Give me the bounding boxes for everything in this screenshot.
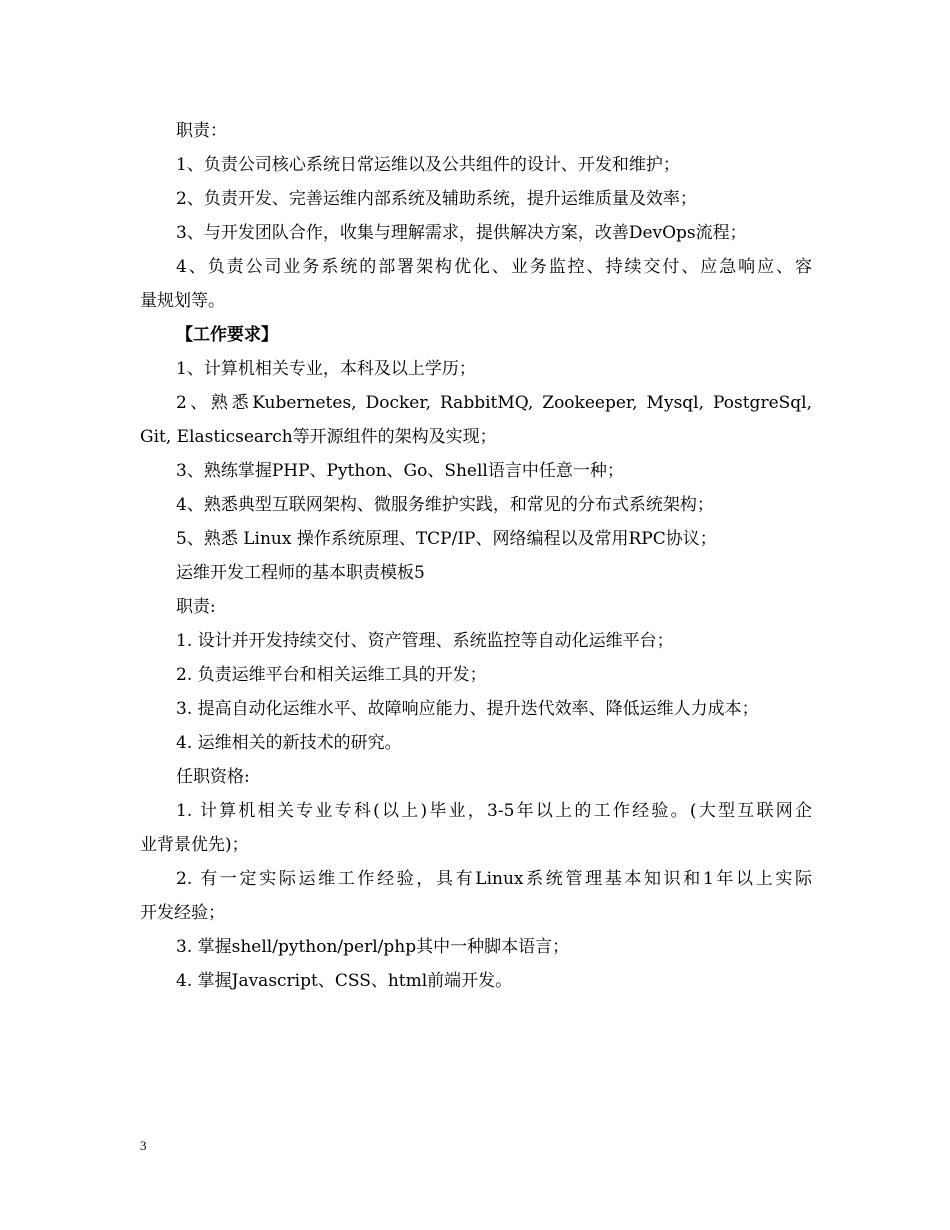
page-number: 3 — [140, 1138, 147, 1153]
duties-heading: 职责： — [176, 121, 227, 141]
requirement-item-4: 4、熟悉典型互联网架构、微服务维护实践，和常见的分布式系统架构； — [176, 495, 714, 515]
template-5-duty-4: 4. 运维相关的新技术的研究。 — [176, 733, 402, 753]
qualification-item-1-line-2: 业背景优先)； — [140, 835, 249, 855]
template-5-duty-1: 1. 设计并开发持续交付、资产管理、系统监控等自动化运维平台； — [176, 631, 674, 651]
requirement-item-5: 5、熟悉 Linux 操作系统原理、TCP/IP、网络编程以及常用RPC协议； — [176, 529, 717, 549]
requirement-item-2-line-1: 2、熟悉Kubernetes, Docker, RabbitMQ, Zookeeper, Mysql, PostgreSql, — [176, 393, 812, 413]
duty-item-4-line-2: 量规划等。 — [140, 291, 225, 311]
template-5-duties-heading: 职责: — [176, 597, 216, 617]
template-5-title: 运维开发工程师的基本职责模板5 — [176, 563, 425, 583]
qualification-item-3: 3. 掌握shell/python/perl/php其中一种脚本语言； — [176, 937, 570, 957]
duty-item-3: 3、与开发团队合作，收集与理解需求，提供解决方案，改善DevOps流程； — [176, 223, 747, 243]
qualification-item-2-line-2: 开发经验； — [140, 903, 225, 923]
qualification-item-1-line-1: 1. 计算机相关专业专科(以上)毕业，3-5年以上的工作经验。(大型互联网企 — [176, 801, 812, 821]
qualification-item-2-line-1: 2. 有一定实际运维工作经验，具有Linux系统管理基本知识和1年以上实际 — [176, 869, 812, 889]
qualification-item-4: 4. 掌握Javascript、CSS、html前端开发。 — [176, 971, 513, 991]
template-5-duty-3: 3. 提高自动化运维水平、故障响应能力、提升迭代效率、降低运维人力成本； — [176, 699, 759, 719]
duty-item-1: 1、负责公司核心系统日常运维以及公共组件的设计、开发和维护； — [176, 155, 680, 175]
requirement-item-2-line-2: Git, Elasticsearch等开源组件的架构及实现； — [140, 427, 497, 447]
job-requirements-heading: 【工作要求】 — [176, 325, 278, 345]
qualifications-heading: 任职资格: — [176, 767, 250, 787]
template-5-duty-2: 2. 负责运维平台和相关运维工具的开发； — [176, 665, 487, 685]
requirement-item-1: 1、计算机相关专业，本科及以上学历； — [176, 359, 476, 379]
duty-item-4-line-1: 4、负责公司业务系统的部署架构优化、业务监控、持续交付、应急响应、容 — [176, 257, 812, 277]
duty-item-2: 2、负责开发、完善运维内部系统及辅助系统，提升运维质量及效率； — [176, 189, 697, 209]
requirement-item-3: 3、熟练掌握PHP、Python、Go、Shell语言中任意一种； — [176, 461, 624, 481]
